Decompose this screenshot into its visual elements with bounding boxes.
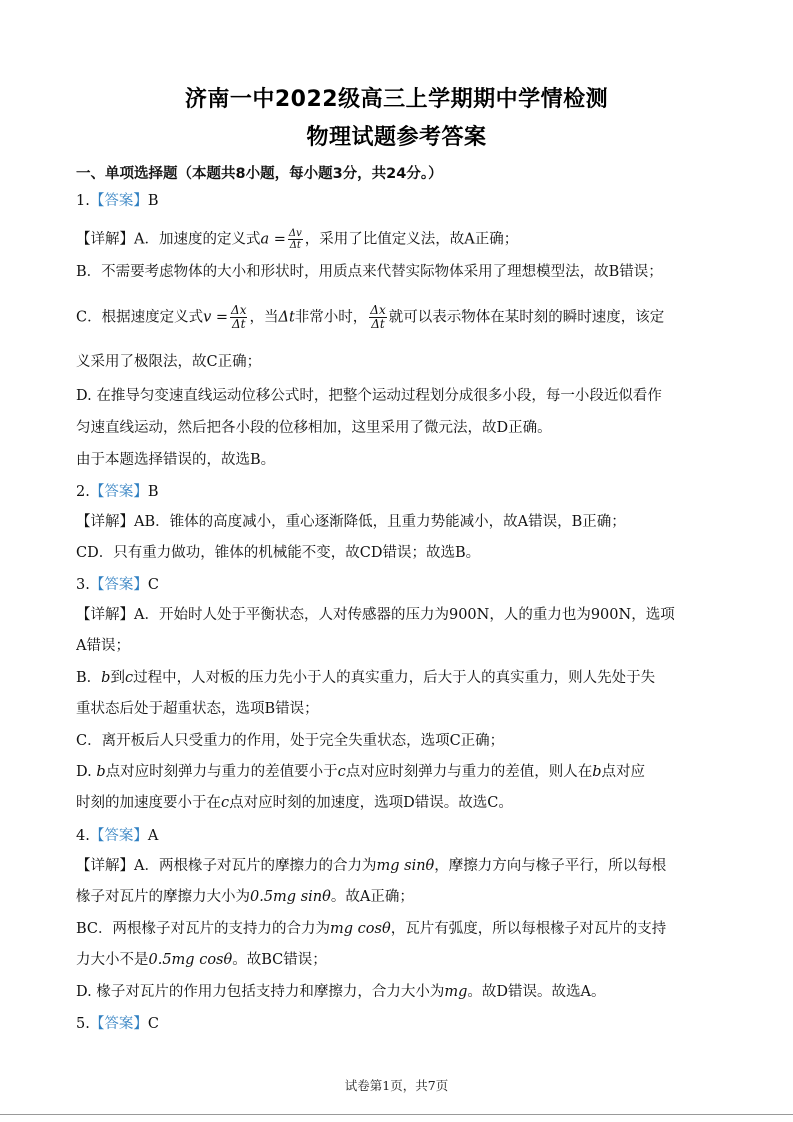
- q4-l4-pre: 力大小不是: [76, 952, 149, 968]
- q2-answer: B: [147, 484, 159, 500]
- q1-a-num: Δv: [288, 228, 302, 239]
- q2-detail-1: 【详解】AB．锥体的高度减小，重心逐渐降低，且重力势能减小，故A错误，B正确；: [76, 514, 626, 530]
- q1-a-den: Δt: [289, 240, 301, 251]
- q1-c-den: Δt: [232, 317, 246, 331]
- q3-l7-pre: 时刻的加速度要小于在: [76, 795, 221, 811]
- q1-c-num2: Δx: [370, 304, 386, 317]
- q4-detail-4: [76, 950, 721, 970]
- q4-l1-pre: 【详解】A．两根椽子对瓦片的摩擦力的合力为: [76, 858, 377, 874]
- q3-detail-2: A错误；: [76, 638, 130, 654]
- q4-l3-formula: mg cosθ: [330, 921, 391, 937]
- q3-l6-c: c: [337, 764, 346, 780]
- q4-detail-1: [76, 856, 721, 876]
- q1-detail-a: [76, 228, 721, 251]
- q4-l3-post: ，瓦片有弧度，所以每根椽子对瓦片的支持: [390, 921, 667, 937]
- q5-answer-line: [76, 1014, 721, 1034]
- q4-l2-post: 。故A正确；: [330, 889, 414, 905]
- q3-l3-b: b: [101, 670, 111, 686]
- q1-detail-c2: 义采用了极限法，故C正确；: [76, 354, 262, 370]
- q4-detail-3: [76, 919, 721, 939]
- q1-a-text: 【详解】A．加速度的定义式: [76, 231, 261, 248]
- q3-detail-3: [76, 668, 721, 688]
- section-heading: 一、单项选择题（本题共8小题，每小题3分，共24分。）: [76, 166, 443, 182]
- q1-c-lhs: v =: [203, 309, 229, 326]
- bottom-divider: [0, 1114, 793, 1115]
- q3-l3-pre: B．: [76, 670, 102, 686]
- q3-detail-7: [76, 793, 721, 813]
- q3-answer-tag: 【答案】: [89, 577, 148, 593]
- q4-detail-5: [76, 982, 721, 1002]
- q1-c-num: Δx: [231, 304, 247, 317]
- q4-number: 4.: [76, 828, 90, 844]
- q4-answer-tag: 【答案】: [89, 828, 148, 844]
- q1-c-den2: Δt: [371, 317, 385, 331]
- q1-c-mid2: 非常小时，: [294, 309, 368, 326]
- q3-detail-1: 【详解】A．开始时人处于平衡状态，人对传感器的压力为900N，人的重力也为900N，选项: [76, 607, 675, 623]
- q4-l5-pre: D. 椽子对瓦片的作用力包括支持力和摩擦力，合力大小为: [76, 984, 445, 1000]
- q4-l5-post: 。故D错误。故选A。: [467, 984, 606, 1000]
- q3-l6-pre: D.: [76, 764, 92, 780]
- q4-l5-formula: mg: [444, 984, 468, 1000]
- document-title: 济南一中2022级高三上学期期中学情检测: [184, 87, 609, 112]
- q3-detail-6: [76, 762, 721, 782]
- q1-c-text: C．根据速度定义式: [76, 309, 204, 326]
- q1-c-post: 就可以表示物体在某时刻的瞬时速度，该定: [388, 309, 665, 326]
- q1-c-dt: Δt: [278, 309, 295, 326]
- q4-answer: A: [147, 828, 159, 844]
- q3-number: 3.: [76, 577, 90, 593]
- q1-detail-d2: 匀速直线运动，然后把各小段的位移相加，这里采用了微元法，故D正确。: [76, 420, 552, 436]
- q1-detail-c: [76, 304, 721, 331]
- q5-answer-tag: 【答案】: [89, 1016, 148, 1032]
- q4-l1-formula: mg sinθ: [376, 858, 435, 874]
- q1-answer-tag: 【答案】: [89, 193, 148, 209]
- q1-c-fraction-2: [369, 304, 386, 331]
- q3-l6-post: 点对应: [601, 764, 646, 780]
- q1-detail-b: B．不需要考虑物体的大小和形状时，用质点来代替实际物体采用了理想模型法，故B错误；: [76, 264, 663, 280]
- q3-l3-c: c: [124, 670, 134, 686]
- q3-l3-mid: 到: [110, 670, 125, 686]
- document-subtitle: 物理试题参考答案: [306, 125, 487, 150]
- q2-answer-line: [76, 482, 721, 502]
- q3-l6-m2: 点对应时刻弹力与重力的差值，则人在: [345, 764, 593, 780]
- q4-l3-pre: BC．两根椽子对瓦片的支持力的合力为: [76, 921, 331, 937]
- q3-l7-c: c: [221, 795, 230, 811]
- q1-a-fraction: [288, 228, 303, 251]
- q3-answer-line: [76, 575, 721, 595]
- q3-answer: C: [147, 577, 159, 593]
- q3-l6-b2: b: [592, 764, 602, 780]
- q2-detail-2: CD．只有重力做功，锥体的机械能不变，故CD错误；故选B。: [76, 545, 481, 561]
- q4-l1-post: ，摩擦力方向与椽子平行，所以每根: [434, 858, 667, 874]
- q1-answer-line: [76, 191, 721, 211]
- q4-detail-2: [76, 887, 721, 907]
- q3-l6-b: b: [96, 764, 106, 780]
- q3-l3-post: 过程中，人对板的压力先小于人的真实重力，后大于人的真实重力，则人先处于失: [133, 670, 656, 686]
- q4-l2-formula: 0.5mg sinθ: [250, 889, 331, 905]
- q1-detail-d1: D. 在推导匀变速直线运动位移公式时，把整个运动过程划分成很多小段，每一小段近似看作: [76, 388, 662, 404]
- q1-number: 1.: [76, 193, 90, 209]
- q5-number: 5.: [76, 1016, 90, 1032]
- q4-l4-post: 。故BC错误；: [232, 952, 327, 968]
- q1-c-mid1: ，当: [249, 309, 279, 326]
- q2-answer-tag: 【答案】: [89, 484, 148, 500]
- q3-l6-m1: 点对应时刻弹力与重力的差值要小于: [105, 764, 338, 780]
- q1-conclusion: 由于本题选择错误的，故选B。: [76, 452, 276, 468]
- q3-l7-post: 点对应时刻的加速度，选项D错误。故选C。: [229, 795, 513, 811]
- q1-answer: B: [147, 193, 159, 209]
- q3-detail-4: 重状态后处于超重状态，选项B错误；: [76, 701, 319, 717]
- q4-l2-pre: 椽子对瓦片的摩擦力大小为: [76, 889, 250, 905]
- q5-answer: C: [147, 1016, 159, 1032]
- q3-detail-5: C．离开板后人只受重力的作用，处于完全失重状态，选项C正确；: [76, 733, 505, 749]
- q4-l4-formula: 0.5mg cosθ: [148, 952, 233, 968]
- q4-answer-line: [76, 826, 721, 846]
- page-footer: 试卷第1页，共7页: [344, 1078, 449, 1093]
- q2-number: 2.: [76, 484, 90, 500]
- q1-a-lhs: a =: [260, 231, 286, 248]
- q1-a-post: ，采用了比值定义法，故A正确；: [304, 231, 519, 248]
- q1-c-fraction: [230, 304, 247, 331]
